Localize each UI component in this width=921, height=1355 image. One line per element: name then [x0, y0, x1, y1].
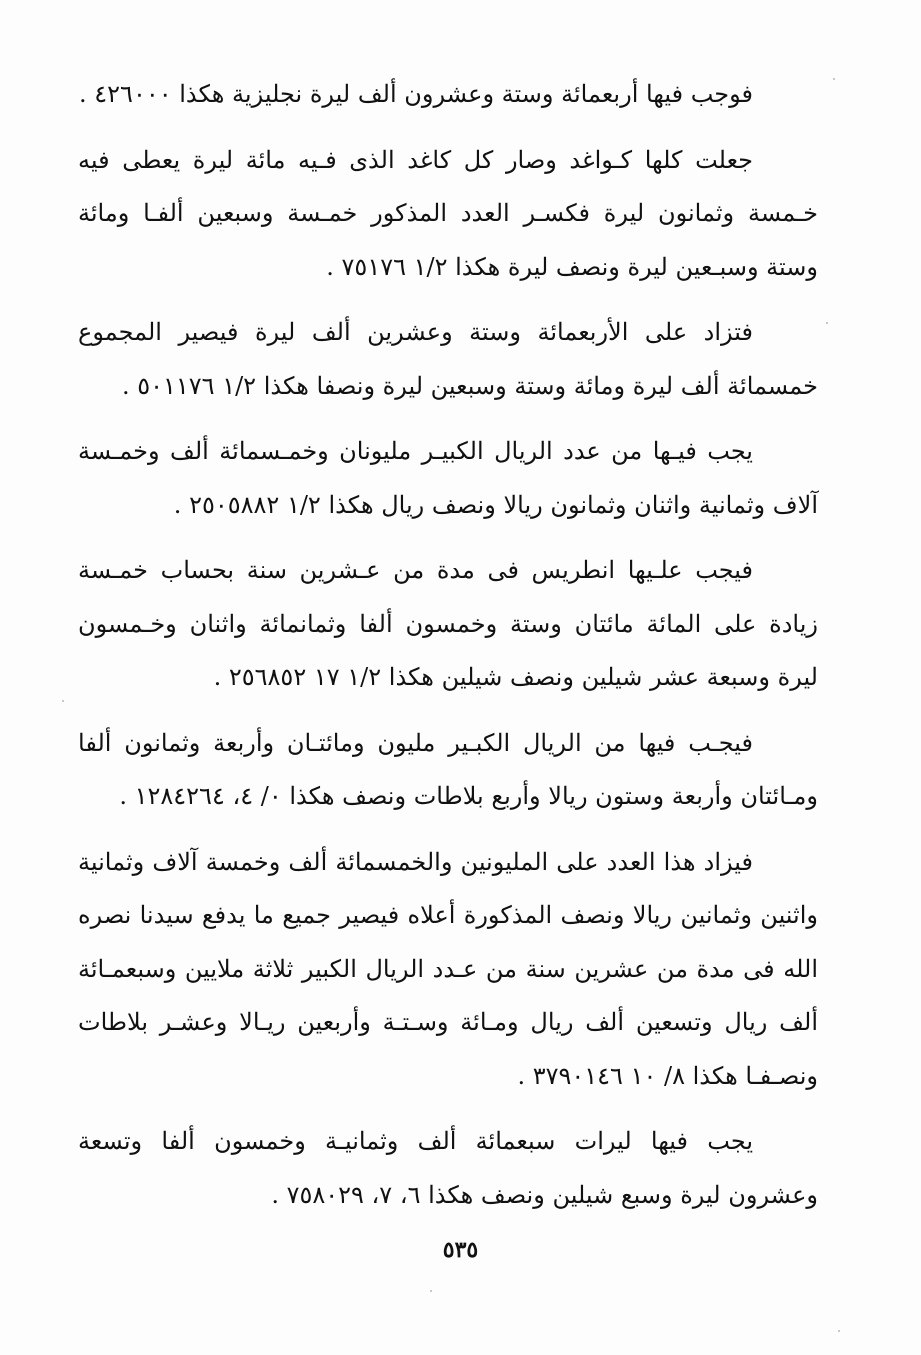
paragraph-1: فوجب فيها أربعمائة وستة وعشرون ألف ليرة نجليزية هكذا ٤٢٦٠٠٠ . — [79, 80, 753, 108]
paragraph-4: يجب فيـها من عدد الريال الكبيـر مليونان وخمـسمائة ألف وخمـسة آلاف وثمانية واثنان وثمانون ريالا ونصف ريال هكذا ١/٢ ٢٥٠٥٨٨٢ . — [78, 437, 818, 519]
scan-speck — [826, 322, 828, 324]
paragraph-5: فيجب علـيها انطريس فى مدة من عـشرين سنة بحساب خمـسة زيادة على المائة مائتان وستة وخمسون ألفا وثمانمائة واثنان وخـمسون ليرة وسبعة عشر شيلين ونصف شيلين هكذا ١/٢ ١٧ ٢٥٦٨٥٢ . — [78, 556, 818, 691]
scan-speck — [62, 700, 64, 702]
body-text — [78, 68, 818, 1234]
paragraph-8: يجب فيها ليرات سبعمائة ألف وثمانيـة وخمسون ألفا وتسعة وعشرون ليرة وسبع شيلين ونصف هكذا ٦، ٧، ٧٥٨٠٢٩ . — [78, 1127, 818, 1209]
paragraph-6: فيجـب فيها من الريال الكبـير مليون ومائتـان وأربعة وثمانون ألفا ومـائتان وأربعة وستون ريالا وأربع بلاطات ونصف هكذا ٠/ ٤، ١٢٨٤٢٦٤ . — [78, 728, 818, 810]
scan-speck — [430, 1290, 432, 1292]
paragraph-2: جعلت كلها كـواغد وصار كل كاغد الذى فـيه مائة ليرة يعطى فيه خـمسة وثمانون ليرة فكسـر العدد المذكور خمـسة وسبعين ألفـا ومائة وستة وسبـعين ليرة ونصف ليرة هكذا ١/٢ ٧٥١٧٦ . — [78, 145, 818, 281]
page-number: ٥٣٥ — [442, 1237, 479, 1263]
scan-speck — [838, 1330, 840, 1332]
paragraph-7: فيزاد هذا العدد على المليونين والخمسمائة ألف وخمسة آلاف وثمانية واثنين وثمانين ريالا ونصف المذكورة أعلاه فيصير جميع ما يدفع سيدنا نصره الله فى مدة من عشرين سنة من عـدد الريال الكبير ثلاثة ملايين وسبعمـائة ألف ريال وتسعين ألف ريال ومـائة وسـتـة وأربعين ريـالا وعشـر بلاطات ونصـفـا هكذا ٨/ ١٠ ٣٧٩٠١٤٦ . — [78, 847, 818, 1090]
paragraph-3: فتزاد على الأربعمائة وستة وعشرين ألف ليرة فيصير المجموع خمسمائة ألف ليرة ومائة وستة وسبعين ليرة ونصفا هكذا ١/٢ ٥٠١١٧٦ . — [78, 318, 818, 400]
scan-speck — [833, 78, 835, 80]
